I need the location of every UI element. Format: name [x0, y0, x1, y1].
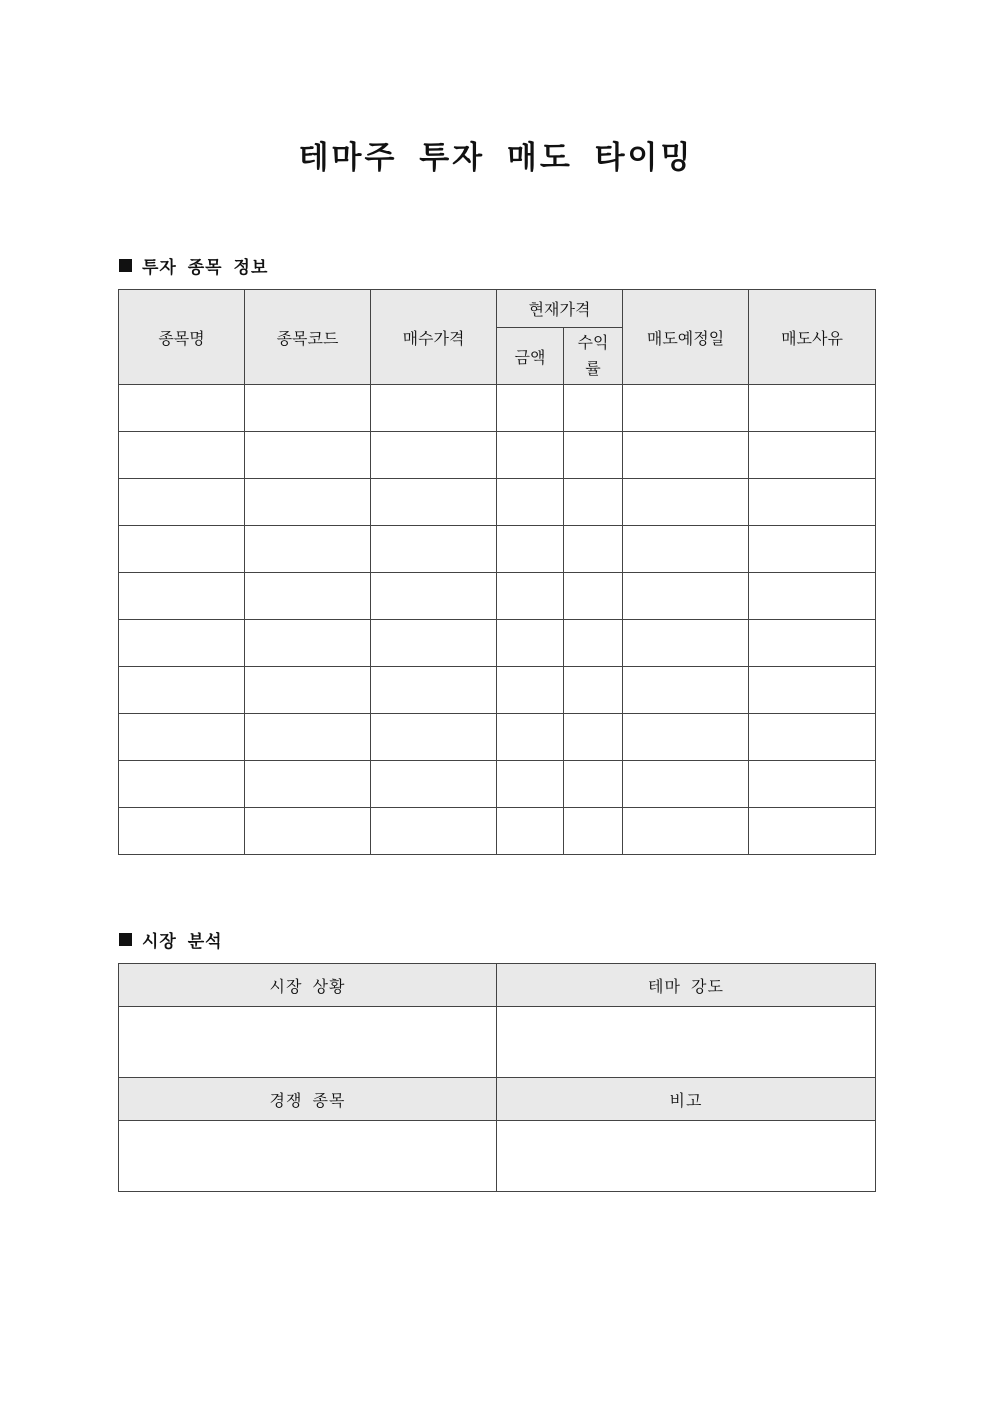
cell-planned-sell-date[interactable] [623, 808, 749, 855]
cell-amount[interactable] [497, 714, 564, 761]
cell-stock-code[interactable] [245, 620, 371, 667]
section-heading-market-analysis [119, 927, 223, 952]
table-row [119, 479, 876, 526]
table-row [119, 714, 876, 761]
cell-remarks[interactable] [497, 1121, 876, 1192]
page-title: 테마주 투자 매도 타이밍 [298, 140, 694, 176]
section-heading-label: 투자 종목 정보 [142, 258, 269, 278]
market-analysis-table [118, 963, 876, 1192]
cell-stock-name[interactable] [119, 573, 245, 620]
cell-sell-reason[interactable] [749, 479, 876, 526]
cell-theme-strength[interactable] [497, 1007, 876, 1078]
cell-return-rate[interactable] [564, 761, 623, 808]
table-row [119, 385, 876, 432]
return-rate-line-2: 률 [585, 359, 601, 378]
cell-buy-price[interactable] [371, 573, 497, 620]
cell-return-rate[interactable] [564, 385, 623, 432]
cell-buy-price[interactable] [371, 808, 497, 855]
cell-stock-code[interactable] [245, 479, 371, 526]
table-row [119, 620, 876, 667]
cell-stock-name[interactable] [119, 667, 245, 714]
cell-amount[interactable] [497, 432, 564, 479]
cell-sell-reason[interactable] [749, 526, 876, 573]
table-row [119, 432, 876, 479]
cell-stock-name[interactable] [119, 620, 245, 667]
cell-stock-code[interactable] [245, 526, 371, 573]
cell-buy-price[interactable] [371, 526, 497, 573]
column-header-amount: 금액 [497, 328, 564, 385]
column-header-planned-sell-date: 매도예정일 [623, 290, 749, 385]
cell-return-rate[interactable] [564, 432, 623, 479]
cell-stock-name[interactable] [119, 432, 245, 479]
cell-stock-code[interactable] [245, 667, 371, 714]
cell-return-rate[interactable] [564, 714, 623, 761]
cell-amount[interactable] [497, 479, 564, 526]
stock-table-body [119, 385, 876, 855]
cell-amount[interactable] [497, 761, 564, 808]
cell-stock-code[interactable] [245, 808, 371, 855]
column-header-return-rate [564, 328, 623, 385]
cell-amount[interactable] [497, 385, 564, 432]
cell-buy-price[interactable] [371, 432, 497, 479]
cell-market-situation[interactable] [119, 1007, 497, 1078]
cell-sell-reason[interactable] [749, 432, 876, 479]
header-remarks: 비고 [497, 1078, 876, 1121]
return-rate-line-1: 수익 [577, 333, 609, 352]
cell-planned-sell-date[interactable] [623, 385, 749, 432]
cell-stock-code[interactable] [245, 573, 371, 620]
table-row [119, 808, 876, 855]
cell-sell-reason[interactable] [749, 620, 876, 667]
column-header-sell-reason: 매도사유 [749, 290, 876, 385]
cell-amount[interactable] [497, 808, 564, 855]
table-row [119, 667, 876, 714]
cell-planned-sell-date[interactable] [623, 479, 749, 526]
header-market-situation: 시장 상황 [119, 964, 497, 1007]
cell-planned-sell-date[interactable] [623, 620, 749, 667]
stock-info-table [118, 289, 876, 855]
cell-sell-reason[interactable] [749, 761, 876, 808]
cell-buy-price[interactable] [371, 761, 497, 808]
square-bullet-icon [119, 259, 132, 272]
cell-stock-name[interactable] [119, 761, 245, 808]
cell-stock-code[interactable] [245, 432, 371, 479]
cell-return-rate[interactable] [564, 620, 623, 667]
cell-sell-reason[interactable] [749, 385, 876, 432]
cell-planned-sell-date[interactable] [623, 667, 749, 714]
header-theme-strength: 테마 강도 [497, 964, 876, 1007]
cell-stock-code[interactable] [245, 385, 371, 432]
cell-stock-code[interactable] [245, 761, 371, 808]
column-header-stock-code: 종목코드 [245, 290, 371, 385]
cell-planned-sell-date[interactable] [623, 714, 749, 761]
cell-return-rate[interactable] [564, 479, 623, 526]
cell-planned-sell-date[interactable] [623, 432, 749, 479]
cell-stock-name[interactable] [119, 526, 245, 573]
square-bullet-icon [119, 933, 132, 946]
column-header-current-price: 현재가격 [497, 290, 623, 328]
cell-stock-name[interactable] [119, 479, 245, 526]
cell-sell-reason[interactable] [749, 714, 876, 761]
cell-buy-price[interactable] [371, 479, 497, 526]
cell-return-rate[interactable] [564, 667, 623, 714]
cell-sell-reason[interactable] [749, 808, 876, 855]
table-row [119, 761, 876, 808]
cell-stock-name[interactable] [119, 808, 245, 855]
cell-competing-stocks[interactable] [119, 1121, 497, 1192]
cell-amount[interactable] [497, 573, 564, 620]
cell-planned-sell-date[interactable] [623, 573, 749, 620]
column-header-stock-name: 종목명 [119, 290, 245, 385]
cell-sell-reason[interactable] [749, 573, 876, 620]
cell-buy-price[interactable] [371, 714, 497, 761]
cell-sell-reason[interactable] [749, 667, 876, 714]
cell-planned-sell-date[interactable] [623, 526, 749, 573]
cell-buy-price[interactable] [371, 620, 497, 667]
cell-stock-code[interactable] [245, 714, 371, 761]
cell-planned-sell-date[interactable] [623, 761, 749, 808]
cell-buy-price[interactable] [371, 385, 497, 432]
cell-buy-price[interactable] [371, 667, 497, 714]
table-row [119, 573, 876, 620]
cell-stock-name[interactable] [119, 714, 245, 761]
cell-return-rate[interactable] [564, 573, 623, 620]
cell-stock-name[interactable] [119, 385, 245, 432]
header-competing-stocks: 경쟁 종목 [119, 1078, 497, 1121]
table-row [119, 526, 876, 573]
cell-return-rate[interactable] [564, 526, 623, 573]
cell-amount[interactable] [497, 526, 564, 573]
column-header-buy-price: 매수가격 [371, 290, 497, 385]
cell-amount[interactable] [497, 667, 564, 714]
section-heading-stock-info [119, 253, 268, 278]
cell-amount[interactable] [497, 620, 564, 667]
section-heading-label: 시장 분석 [142, 932, 223, 952]
cell-return-rate[interactable] [564, 808, 623, 855]
